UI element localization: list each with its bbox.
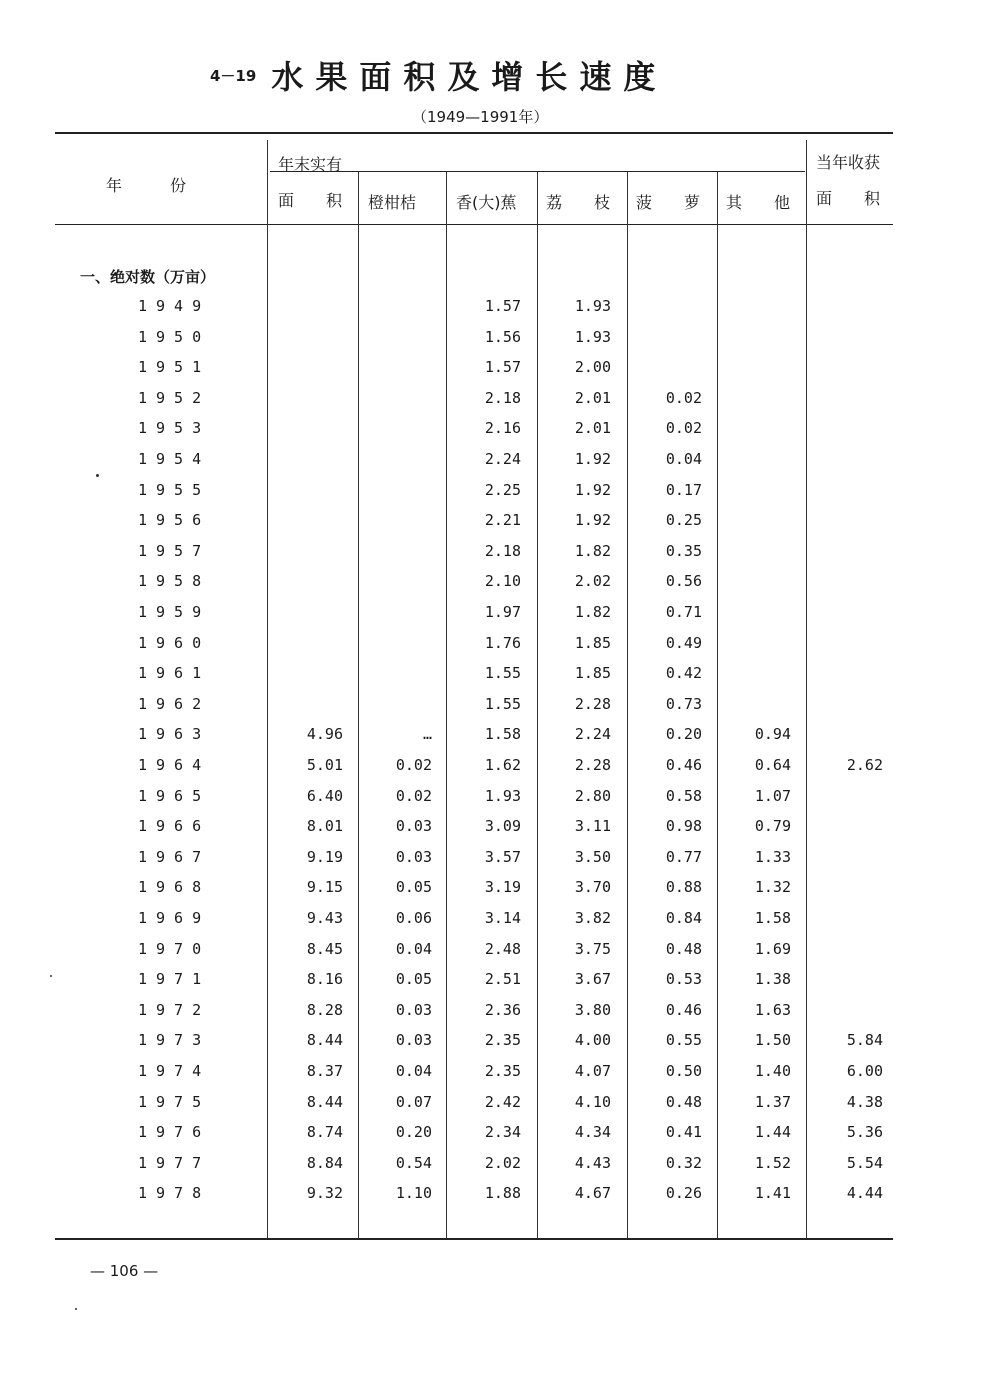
page-number: — 106 —: [90, 1262, 159, 1280]
cell-area: 8.37: [306, 1062, 343, 1080]
cell-other: 1.50: [754, 1031, 791, 1050]
cell-lychee: 3.75: [574, 939, 611, 958]
row-year: 1950: [138, 327, 211, 346]
cell-banana: 3.19: [484, 878, 521, 897]
cell-other: 0.79: [754, 817, 791, 836]
cell-lychee: 1.92: [574, 450, 611, 468]
cell-pineapple: 0.48: [665, 939, 702, 958]
cell-harvest-area: 5.54: [846, 1153, 883, 1172]
cell-pineapple: 0.25: [665, 511, 702, 530]
cell-lychee: 4.07: [574, 1062, 611, 1080]
cell-pineapple: 0.77: [665, 847, 702, 866]
table-row: [0, 603, 1000, 633]
table-row: [0, 419, 1000, 449]
cell-banana: 2.48: [484, 939, 521, 958]
cell-lychee: 1.93: [574, 297, 611, 315]
cell-citrus: 0.05: [395, 878, 432, 897]
cell-harvest-area: 6.00: [846, 1062, 883, 1080]
cell-lychee: 2.00: [574, 358, 611, 377]
cell-pineapple: 0.73: [665, 694, 702, 713]
row-year: 1962: [138, 694, 211, 713]
cell-area: 8.44: [306, 1031, 343, 1050]
table-row: [0, 450, 1000, 480]
scan-speck: [96, 474, 99, 477]
header-rule: [55, 224, 893, 225]
row-year: 1949: [138, 297, 211, 315]
cell-banana: 2.25: [484, 480, 521, 499]
cell-other: 0.94: [754, 725, 791, 744]
cell-banana: 1.57: [484, 358, 521, 377]
cell-area: 5.01: [306, 756, 343, 774]
row-year: 1973: [138, 1031, 211, 1050]
cell-pineapple: 0.46: [665, 756, 702, 774]
scan-speck: [75, 1308, 77, 1310]
cell-banana: 1.58: [484, 725, 521, 744]
row-year: 1966: [138, 817, 211, 836]
row-year: 1952: [138, 388, 211, 407]
cell-banana: 2.34: [484, 1123, 521, 1142]
cell-banana: 2.16: [484, 419, 521, 438]
cell-pineapple: 0.58: [665, 786, 702, 805]
cell-other: 1.07: [754, 786, 791, 805]
cell-banana: 1.93: [484, 786, 521, 805]
table-number: 4－19: [210, 66, 257, 85]
cell-other: 1.52: [754, 1153, 791, 1172]
cell-other: 1.44: [754, 1123, 791, 1142]
cell-lychee: 3.82: [574, 909, 611, 927]
row-year: 1977: [138, 1153, 211, 1172]
cell-lychee: 3.50: [574, 847, 611, 866]
cell-lychee: 4.00: [574, 1031, 611, 1050]
header-col-lychee: 荔 枝: [546, 193, 611, 212]
cell-pineapple: 0.53: [665, 970, 702, 989]
row-year: 1957: [138, 541, 211, 560]
cell-citrus: 0.02: [395, 756, 432, 774]
table-row: [0, 358, 1000, 388]
cell-pineapple: 0.17: [665, 480, 702, 499]
cell-citrus: 0.03: [395, 847, 432, 866]
cell-lychee: 2.80: [574, 786, 611, 805]
header-year: 年 份: [106, 176, 187, 195]
cell-harvest-area: 5.36: [846, 1123, 883, 1142]
cell-pineapple: 0.42: [665, 664, 702, 683]
cell-area: 9.19: [306, 847, 343, 866]
cell-pineapple: 0.20: [665, 725, 702, 744]
row-year: 1958: [138, 572, 211, 591]
row-year: 1959: [138, 603, 211, 621]
cell-banana: 1.57: [484, 297, 521, 315]
cell-pineapple: 0.02: [665, 419, 702, 438]
header-col-other: 其 他: [726, 193, 791, 212]
table-row: [0, 695, 1000, 725]
cell-pineapple: 0.02: [665, 388, 702, 407]
cell-lychee: 2.28: [574, 694, 611, 713]
cell-banana: 2.21: [484, 511, 521, 530]
cell-area: 8.45: [306, 939, 343, 958]
header-group: 年末实有: [278, 155, 343, 174]
cell-lychee: 4.43: [574, 1153, 611, 1172]
cell-area: 6.40: [306, 786, 343, 805]
row-year: 1972: [138, 1000, 211, 1019]
row-year: 1971: [138, 970, 211, 989]
cell-lychee: 2.01: [574, 419, 611, 438]
table-row: [0, 725, 1000, 755]
bottom-rule: [55, 1238, 893, 1240]
row-year: 1968: [138, 878, 211, 897]
table-row: [0, 1001, 1000, 1031]
header-col-citrus: 橙柑桔: [368, 193, 417, 212]
section-heading: 一、绝对数（万亩）: [80, 268, 216, 286]
cell-harvest-area: 5.84: [846, 1031, 883, 1050]
row-year: 1953: [138, 419, 211, 438]
cell-citrus: …: [422, 725, 432, 744]
row-year: 1970: [138, 939, 211, 958]
cell-area: 9.43: [306, 909, 343, 927]
cell-pineapple: 0.49: [665, 633, 702, 652]
cell-banana: 2.02: [484, 1153, 521, 1172]
table-row: [0, 634, 1000, 664]
cell-lychee: 1.82: [574, 541, 611, 560]
row-year: 1969: [138, 909, 211, 927]
table-row: [0, 389, 1000, 419]
table-row: [0, 848, 1000, 878]
cell-area: 8.01: [306, 817, 343, 836]
row-year: 1960: [138, 633, 211, 652]
table-row: [0, 817, 1000, 847]
cell-citrus: 0.07: [395, 1092, 432, 1111]
cell-area: 9.15: [306, 878, 343, 897]
cell-banana: 3.09: [484, 817, 521, 836]
cell-pineapple: 0.88: [665, 878, 702, 897]
table-row: [0, 664, 1000, 694]
row-year: 1978: [138, 1184, 211, 1203]
cell-other: 1.69: [754, 939, 791, 958]
cell-lychee: 1.93: [574, 327, 611, 346]
cell-banana: 1.55: [484, 664, 521, 683]
cell-lychee: 2.28: [574, 756, 611, 774]
cell-other: 1.63: [754, 1000, 791, 1019]
cell-pineapple: 0.71: [665, 603, 702, 621]
page-title: [210, 52, 667, 98]
table-row: [0, 1123, 1000, 1153]
cell-pineapple: 0.46: [665, 1000, 702, 1019]
cell-lychee: 1.82: [574, 603, 611, 621]
cell-other: 1.58: [754, 909, 791, 927]
cell-citrus: 0.04: [395, 939, 432, 958]
cell-citrus: 0.05: [395, 970, 432, 989]
row-year: 1965: [138, 786, 211, 805]
cell-citrus: 1.10: [395, 1184, 432, 1203]
cell-citrus: 0.02: [395, 786, 432, 805]
cell-banana: 1.62: [484, 756, 521, 774]
cell-lychee: 3.80: [574, 1000, 611, 1019]
table-row: [0, 940, 1000, 970]
row-year: 1961: [138, 664, 211, 683]
cell-other: 1.32: [754, 878, 791, 897]
table-row: [0, 1154, 1000, 1184]
cell-area: 9.32: [306, 1184, 343, 1203]
table-row: [0, 970, 1000, 1000]
cell-other: 1.38: [754, 970, 791, 989]
row-year: 1956: [138, 511, 211, 530]
cell-pineapple: 0.56: [665, 572, 702, 591]
cell-banana: 2.18: [484, 388, 521, 407]
table-row: [0, 1062, 1000, 1092]
row-year: 1967: [138, 847, 211, 866]
cell-pineapple: 0.50: [665, 1062, 702, 1080]
cell-lychee: 3.67: [574, 970, 611, 989]
cell-citrus: 0.03: [395, 817, 432, 836]
cell-pineapple: 0.55: [665, 1031, 702, 1050]
table-row: [0, 481, 1000, 511]
cell-banana: 2.36: [484, 1000, 521, 1019]
cell-lychee: 2.02: [574, 572, 611, 591]
cell-area: 8.84: [306, 1153, 343, 1172]
cell-citrus: 0.20: [395, 1123, 432, 1142]
table-row: [0, 878, 1000, 908]
row-year: 1955: [138, 480, 211, 499]
cell-other: 1.37: [754, 1092, 791, 1111]
cell-pineapple: 0.32: [665, 1153, 702, 1172]
cell-other: 1.40: [754, 1062, 791, 1080]
cell-banana: 2.35: [484, 1031, 521, 1050]
table-subtitle: （1949—1991年）: [412, 108, 549, 126]
table-row: [0, 328, 1000, 358]
row-year: 1954: [138, 450, 211, 468]
cell-banana: 2.42: [484, 1092, 521, 1111]
cell-citrus: 0.06: [395, 909, 432, 927]
row-year: 1963: [138, 725, 211, 744]
cell-banana: 2.35: [484, 1062, 521, 1080]
cell-banana: 3.57: [484, 847, 521, 866]
cell-pineapple: 0.98: [665, 817, 702, 836]
cell-lychee: 1.85: [574, 633, 611, 652]
scan-speck: [50, 975, 52, 977]
cell-pineapple: 0.84: [665, 909, 702, 927]
cell-lychee: 4.10: [574, 1092, 611, 1111]
cell-banana: 3.14: [484, 909, 521, 927]
table-row: [0, 787, 1000, 817]
header-col-area: 面 积: [278, 191, 343, 210]
table-row: [0, 1184, 1000, 1214]
cell-banana: 1.97: [484, 603, 521, 621]
cell-lychee: 2.24: [574, 725, 611, 744]
table-row: [0, 297, 1000, 327]
cell-harvest-area: 2.62: [846, 756, 883, 774]
table-title: 水果面积及增长速度: [271, 58, 668, 96]
table-row: [0, 572, 1000, 602]
table-row: [0, 542, 1000, 572]
row-year: 1976: [138, 1123, 211, 1142]
cell-banana: 1.56: [484, 327, 521, 346]
cell-pineapple: 0.48: [665, 1092, 702, 1111]
cell-pineapple: 0.41: [665, 1123, 702, 1142]
cell-lychee: 2.01: [574, 388, 611, 407]
row-year: 1974: [138, 1062, 211, 1080]
cell-other: 1.41: [754, 1184, 791, 1203]
table-row: [0, 756, 1000, 786]
header-col-harvest-area: 面 积: [816, 189, 881, 208]
top-rule: [55, 132, 893, 134]
cell-area: 8.44: [306, 1092, 343, 1111]
cell-banana: 1.76: [484, 633, 521, 652]
cell-banana: 2.24: [484, 450, 521, 468]
cell-pineapple: 0.35: [665, 541, 702, 560]
cell-area: 8.28: [306, 1000, 343, 1019]
cell-banana: 2.18: [484, 541, 521, 560]
cell-area: 4.96: [306, 725, 343, 744]
cell-citrus: 0.04: [395, 1062, 432, 1080]
row-year: 1964: [138, 756, 211, 774]
cell-banana: 2.10: [484, 572, 521, 591]
cell-harvest-area: 4.44: [846, 1184, 883, 1203]
cell-area: 8.74: [306, 1123, 343, 1142]
cell-lychee: 3.11: [574, 817, 611, 836]
table-row: [0, 909, 1000, 939]
cell-harvest-area: 4.38: [846, 1092, 883, 1111]
cell-other: 0.64: [754, 756, 791, 774]
cell-citrus: 0.03: [395, 1031, 432, 1050]
cell-lychee: 1.85: [574, 664, 611, 683]
cell-citrus: 0.03: [395, 1000, 432, 1019]
cell-banana: 1.55: [484, 694, 521, 713]
cell-citrus: 0.54: [395, 1153, 432, 1172]
table-row: [0, 511, 1000, 541]
cell-banana: 2.51: [484, 970, 521, 989]
row-year: 1975: [138, 1092, 211, 1111]
cell-other: 1.33: [754, 847, 791, 866]
header-harvest: 当年收获: [816, 153, 881, 172]
cell-lychee: 4.67: [574, 1184, 611, 1203]
cell-lychee: 1.92: [574, 480, 611, 499]
table-row: [0, 1031, 1000, 1061]
cell-pineapple: 0.04: [665, 450, 702, 468]
header-col-pineapple: 菠 萝: [636, 193, 701, 212]
row-year: 1951: [138, 358, 211, 377]
header-col-banana: 香(大)蕉: [456, 193, 517, 212]
cell-lychee: 1.92: [574, 511, 611, 530]
table-row: [0, 1093, 1000, 1123]
cell-area: 8.16: [306, 970, 343, 989]
cell-lychee: 4.34: [574, 1123, 611, 1142]
cell-lychee: 3.70: [574, 878, 611, 897]
cell-banana: 1.88: [484, 1184, 521, 1203]
cell-pineapple: 0.26: [665, 1184, 702, 1203]
